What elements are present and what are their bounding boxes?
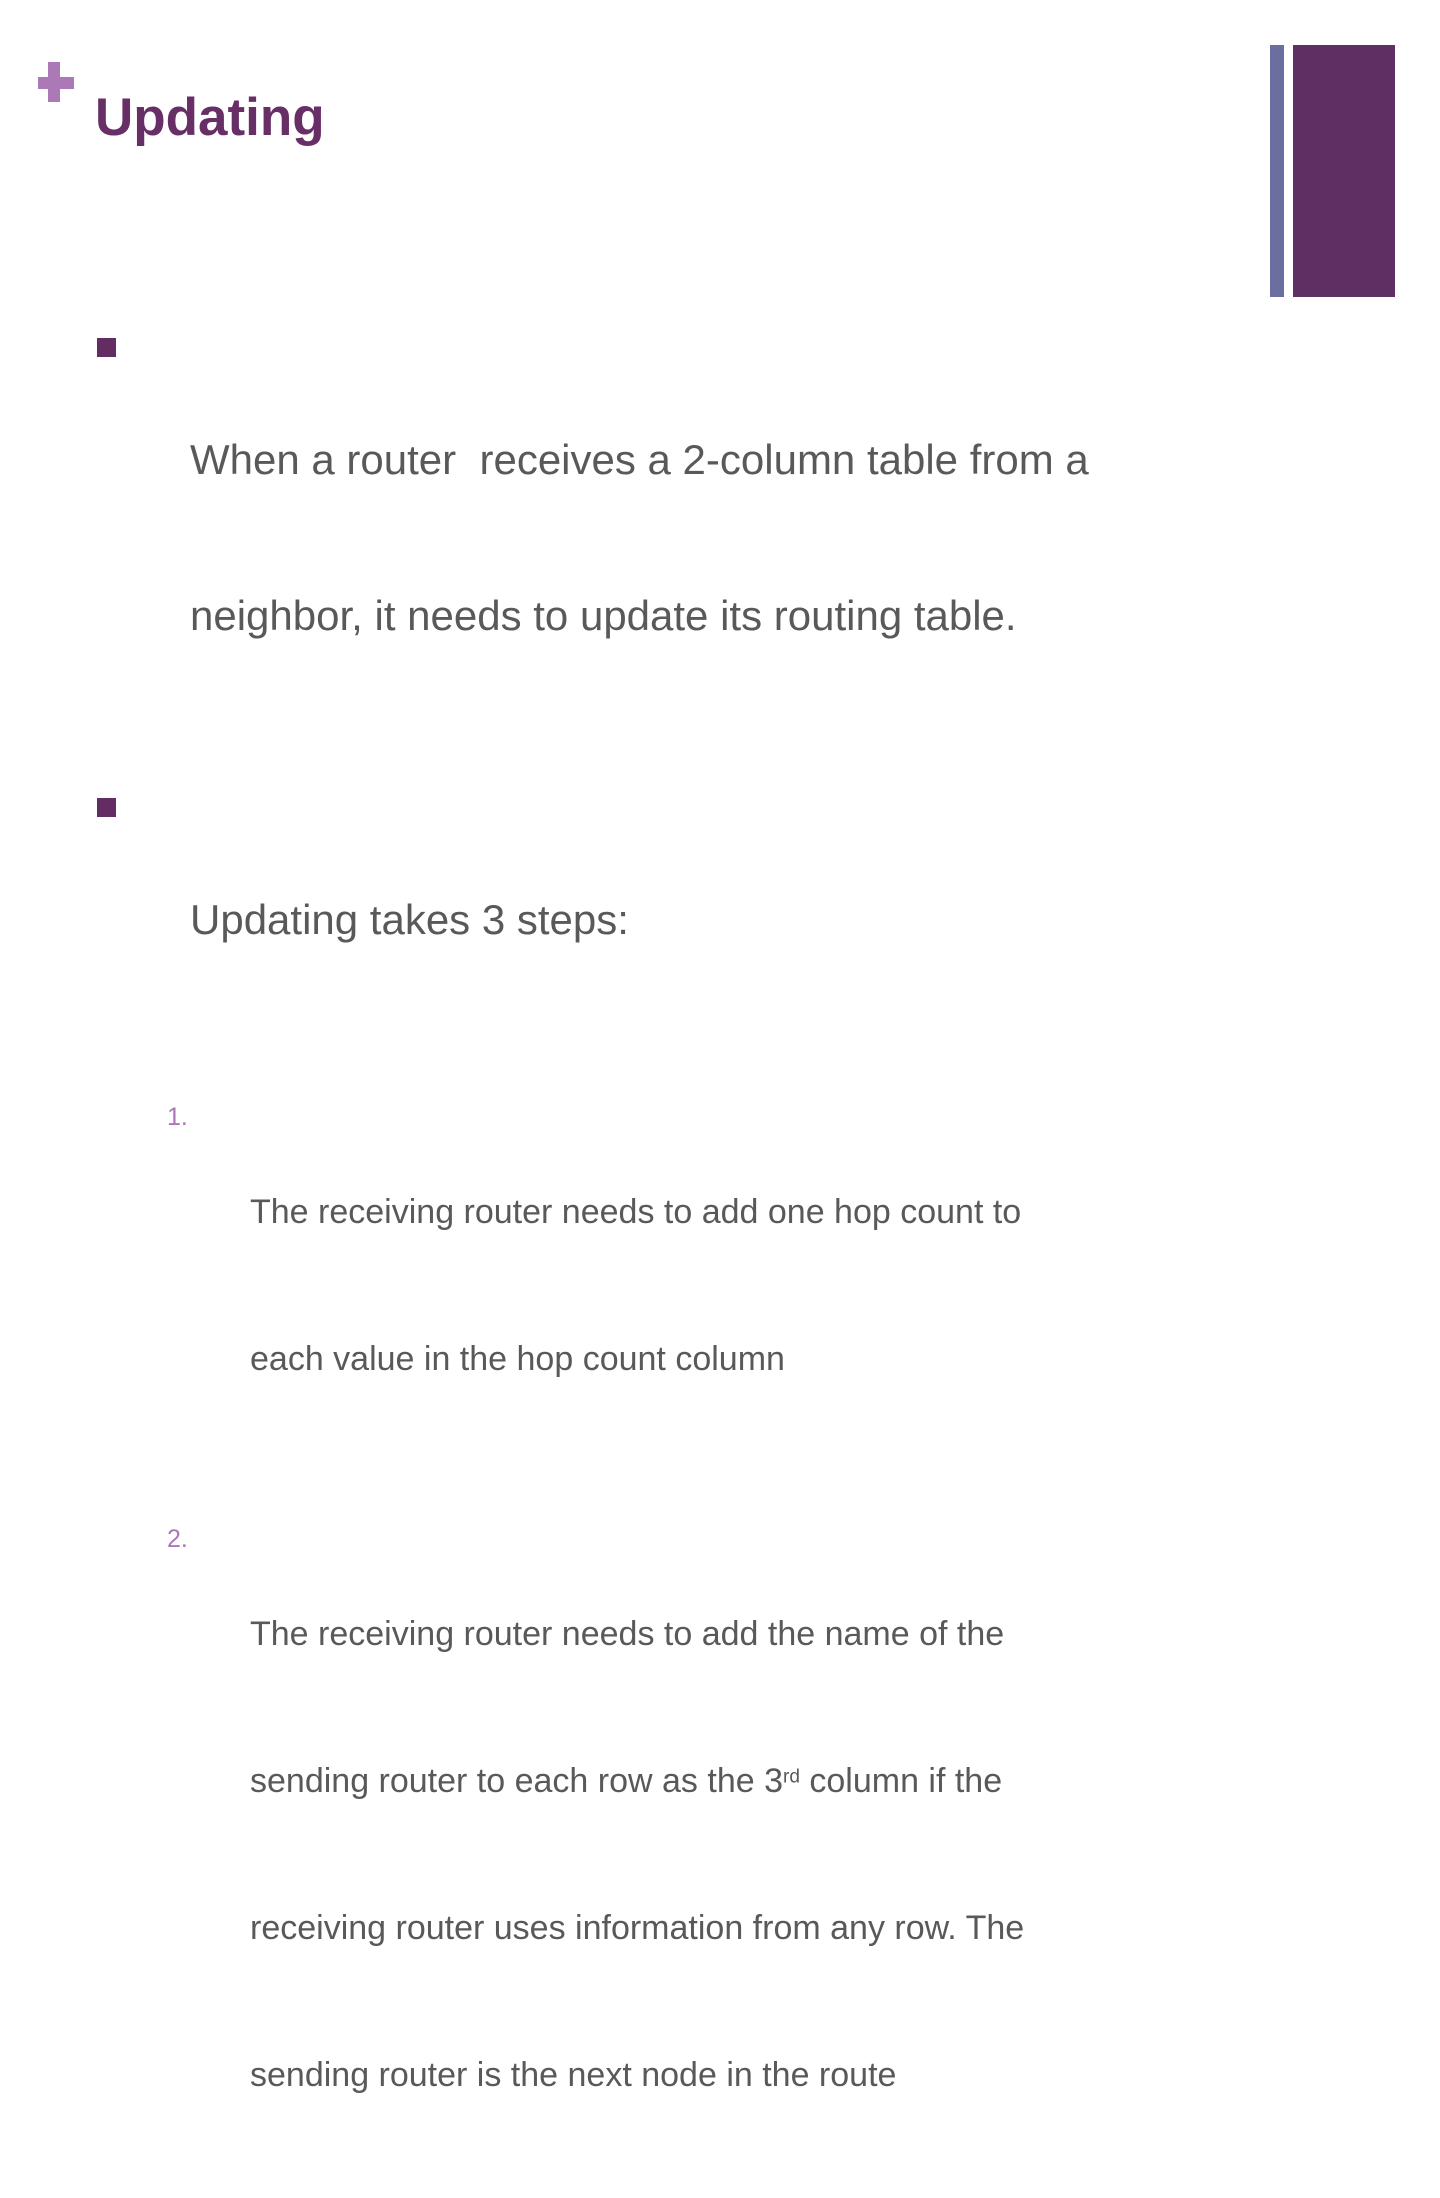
plus-icon [38, 62, 74, 102]
text-line: The receiving router needs to add one hop count to [250, 1193, 1022, 1231]
text-line: Updating takes 3 steps: [190, 896, 629, 943]
bullet-item-1 [97, 330, 1337, 746]
list-number: 2. [167, 1525, 188, 1553]
numbered-item-2 [97, 1512, 1337, 2198]
text-line: each value in the hop count column [250, 1340, 785, 1378]
text-line: sending router is the next node in the route [250, 2056, 897, 2094]
superscript-ordinal: rd [783, 1766, 800, 1788]
bullet-item-2-text [190, 790, 629, 1050]
list-number: 1. [167, 1103, 188, 1131]
bullet-item-1-text [190, 330, 1089, 746]
text-line: receiving router uses information from any row. The [250, 1909, 1025, 1947]
square-bullet-icon [97, 338, 116, 357]
page-title: Updating [95, 88, 325, 147]
text-line: The receiving router needs to add the name of the [250, 1615, 1005, 1653]
text-line [250, 1757, 1024, 1806]
numbered-item-1 [97, 1090, 1337, 1482]
numbered-item-1-text [250, 1090, 1021, 1482]
slide-body [97, 330, 1337, 2198]
bullet-item-2 [97, 790, 1337, 1050]
text-segment: sending router to each row as the 3 [250, 1762, 783, 1800]
text-segment: column if the [799, 1762, 1003, 1800]
square-bullet-icon [97, 798, 116, 817]
text-line: neighbor, it needs to update its routing table. [190, 592, 1017, 639]
plus-icon-vertical-bar [48, 62, 60, 102]
decor-rectangle [1293, 45, 1395, 297]
decor-vertical-bar [1270, 45, 1284, 297]
text-line: When a router receives a 2-column table from a [190, 436, 1089, 483]
numbered-item-2-text [250, 1512, 1024, 2198]
